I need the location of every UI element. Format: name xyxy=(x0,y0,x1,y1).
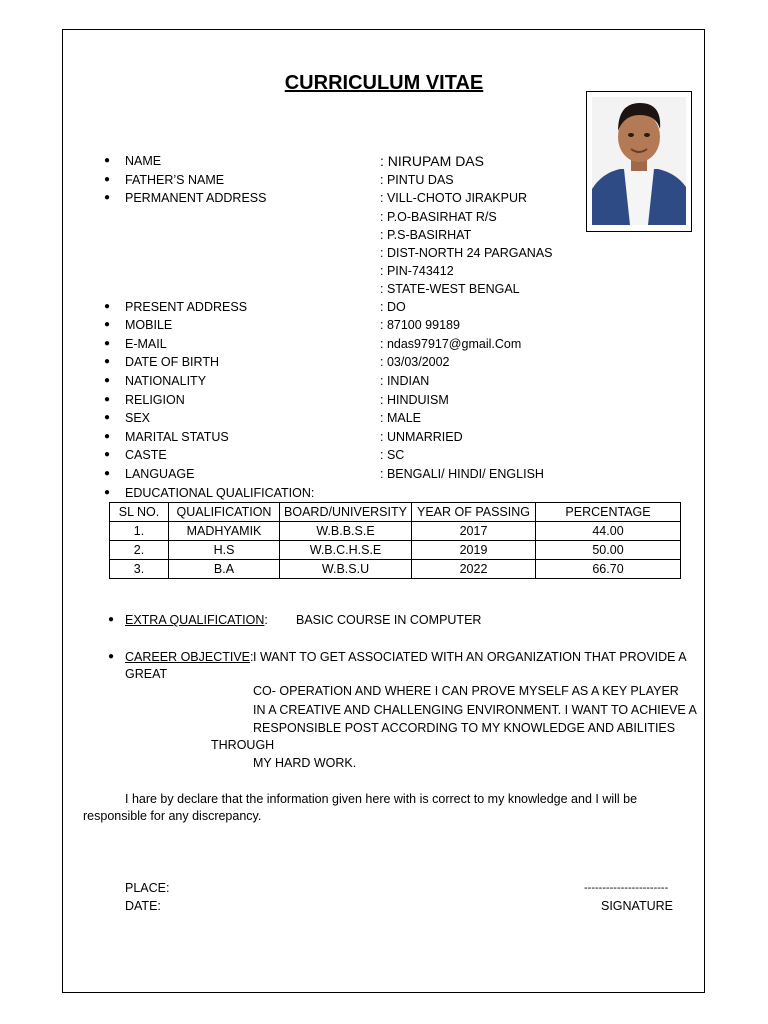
cv-title: CURRICULUM VITAE xyxy=(284,72,484,94)
bullet-icon: ● xyxy=(104,412,111,423)
career-line-4: IN A CREATIVE AND CHALLENGING ENVIRONMENT. I WANT TO ACHIEVE A xyxy=(253,703,697,717)
place-label: PLACE: xyxy=(125,881,170,895)
cell: W.B.S.U xyxy=(280,560,412,579)
col-sl-no: SL NO. xyxy=(110,503,169,522)
cell: 2. xyxy=(110,541,169,560)
career-objective-label: CAREER OBJECTIVE: xyxy=(125,650,254,664)
detail-value: : DO xyxy=(380,300,406,314)
bullet-icon: ● xyxy=(104,338,111,349)
career-line-1: I WANT TO GET ASSOCIATED WITH AN ORGANIZATION THAT PROVIDE A xyxy=(253,650,687,664)
detail-value: : MALE xyxy=(380,411,421,425)
cell: 3. xyxy=(110,560,169,579)
declaration-line-2: responsible for any discrepancy. xyxy=(83,809,262,823)
bullet-icon: ● xyxy=(104,155,111,166)
detail-row xyxy=(0,409,768,427)
bullet-icon: ● xyxy=(108,614,115,625)
detail-row xyxy=(0,262,768,280)
detail-row xyxy=(0,152,768,170)
col-year: YEAR OF PASSING xyxy=(412,503,536,522)
col-percentage: PERCENTAGE xyxy=(536,503,681,522)
bullet-icon: ● xyxy=(104,375,111,386)
detail-row xyxy=(0,391,768,409)
detail-label: FATHER’S NAME xyxy=(125,173,225,187)
bullet-icon: ● xyxy=(104,468,111,479)
signature-label: SIGNATURE xyxy=(601,899,673,913)
cell: 2017 xyxy=(412,522,536,541)
career-line-6: THROUGH xyxy=(211,738,275,752)
detail-value: : NIRUPAM DAS xyxy=(380,153,484,169)
detail-label: PERMANENT ADDRESS xyxy=(125,191,267,205)
detail-row xyxy=(0,465,768,483)
date-label: DATE: xyxy=(125,899,161,913)
bullet-icon: ● xyxy=(104,394,111,405)
detail-row xyxy=(0,226,768,244)
detail-row xyxy=(0,446,768,464)
cell: W.B.C.H.S.E xyxy=(280,541,412,560)
detail-row xyxy=(0,335,768,353)
detail-label: DATE OF BIRTH xyxy=(125,355,219,369)
detail-value: : HINDUISM xyxy=(380,393,449,407)
career-line-5: RESPONSIBLE POST ACCORDING TO MY KNOWLEDGE AND ABILITIES xyxy=(253,721,676,735)
detail-label: CASTE xyxy=(125,448,167,462)
table-row xyxy=(110,560,681,579)
career-line-3: CO- OPERATION AND WHERE I CAN PROVE MYSELF AS A KEY PLAYER xyxy=(253,684,679,698)
cell: 44.00 xyxy=(536,522,681,541)
detail-label: LANGUAGE xyxy=(125,467,195,481)
table-row xyxy=(110,541,681,560)
cell: B.A xyxy=(169,560,280,579)
bullet-icon: ● xyxy=(104,174,111,185)
cell: H.S xyxy=(169,541,280,560)
detail-value: : DIST-NORTH 24 PARGANAS xyxy=(380,246,553,260)
cell: W.B.B.S.E xyxy=(280,522,412,541)
cell: 2022 xyxy=(412,560,536,579)
education-table xyxy=(109,502,681,579)
col-qualification: QUALIFICATION xyxy=(169,503,280,522)
cell: 1. xyxy=(110,522,169,541)
cell: MADHYAMIK xyxy=(169,522,280,541)
bullet-icon: ● xyxy=(108,651,115,662)
declaration-line-1: I hare by declare that the information given here with is correct to my knowledge and I will be xyxy=(125,792,638,806)
extra-qualification-value: BASIC COURSE IN COMPUTER xyxy=(296,613,482,627)
bullet-icon: ● xyxy=(104,192,111,203)
detail-row xyxy=(0,244,768,262)
detail-row xyxy=(0,428,768,446)
education-heading: EDUCATIONAL QUALIFICATION: xyxy=(125,486,315,500)
detail-label: NAME xyxy=(125,154,162,168)
detail-row xyxy=(0,280,768,298)
detail-label: NATIONALITY xyxy=(125,374,207,388)
detail-value: : BENGALI/ HINDI/ ENGLISH xyxy=(380,467,544,481)
detail-row xyxy=(0,372,768,390)
table-row xyxy=(110,522,681,541)
detail-row xyxy=(0,316,768,334)
detail-value: : VILL-CHOTO JIRAKPUR xyxy=(380,191,528,205)
bullet-icon: ● xyxy=(104,487,111,498)
bullet-icon: ● xyxy=(104,356,111,367)
extra-qualification-label: EXTRA QUALIFICATION: xyxy=(125,613,268,627)
detail-row xyxy=(0,208,768,226)
bullet-icon: ● xyxy=(104,319,111,330)
detail-value: : STATE-WEST BENGAL xyxy=(380,282,520,296)
detail-value: : SC xyxy=(380,448,405,462)
detail-row xyxy=(0,189,768,207)
detail-value: : UNMARRIED xyxy=(380,430,463,444)
detail-row xyxy=(0,353,768,371)
bullet-icon: ● xyxy=(104,449,111,460)
career-line-7: MY HARD WORK. xyxy=(253,756,357,770)
detail-value: : 03/03/2002 xyxy=(380,355,450,369)
cell: 2019 xyxy=(412,541,536,560)
detail-value: : P.O-BASIRHAT R/S xyxy=(380,210,497,224)
career-line-2: GREAT xyxy=(125,667,168,681)
detail-value: : INDIAN xyxy=(380,374,430,388)
detail-value: : 87100 99189 xyxy=(380,318,460,332)
bullet-icon: ● xyxy=(104,301,111,312)
col-board: BOARD/UNIVERSITY xyxy=(280,503,412,522)
detail-label: PRESENT ADDRESS xyxy=(125,300,248,314)
bullet-icon: ● xyxy=(104,431,111,442)
detail-value: : PIN-743412 xyxy=(380,264,454,278)
table-header-row xyxy=(110,503,681,522)
detail-label: MARITAL STATUS xyxy=(125,430,229,444)
detail-label: SEX xyxy=(125,411,151,425)
detail-value: : P.S-BASIRHAT xyxy=(380,228,472,242)
cell: 50.00 xyxy=(536,541,681,560)
detail-row xyxy=(0,298,768,316)
detail-label: MOBILE xyxy=(125,318,173,332)
education-heading-row xyxy=(0,484,768,502)
signature-line: ----------------------- xyxy=(584,882,669,894)
detail-value: : ndas97917@gmail.Com xyxy=(380,337,522,351)
detail-value: : PINTU DAS xyxy=(380,173,454,187)
detail-label: E-MAIL xyxy=(125,337,167,351)
detail-row xyxy=(0,171,768,189)
cell: 66.70 xyxy=(536,560,681,579)
detail-label: RELIGION xyxy=(125,393,185,407)
